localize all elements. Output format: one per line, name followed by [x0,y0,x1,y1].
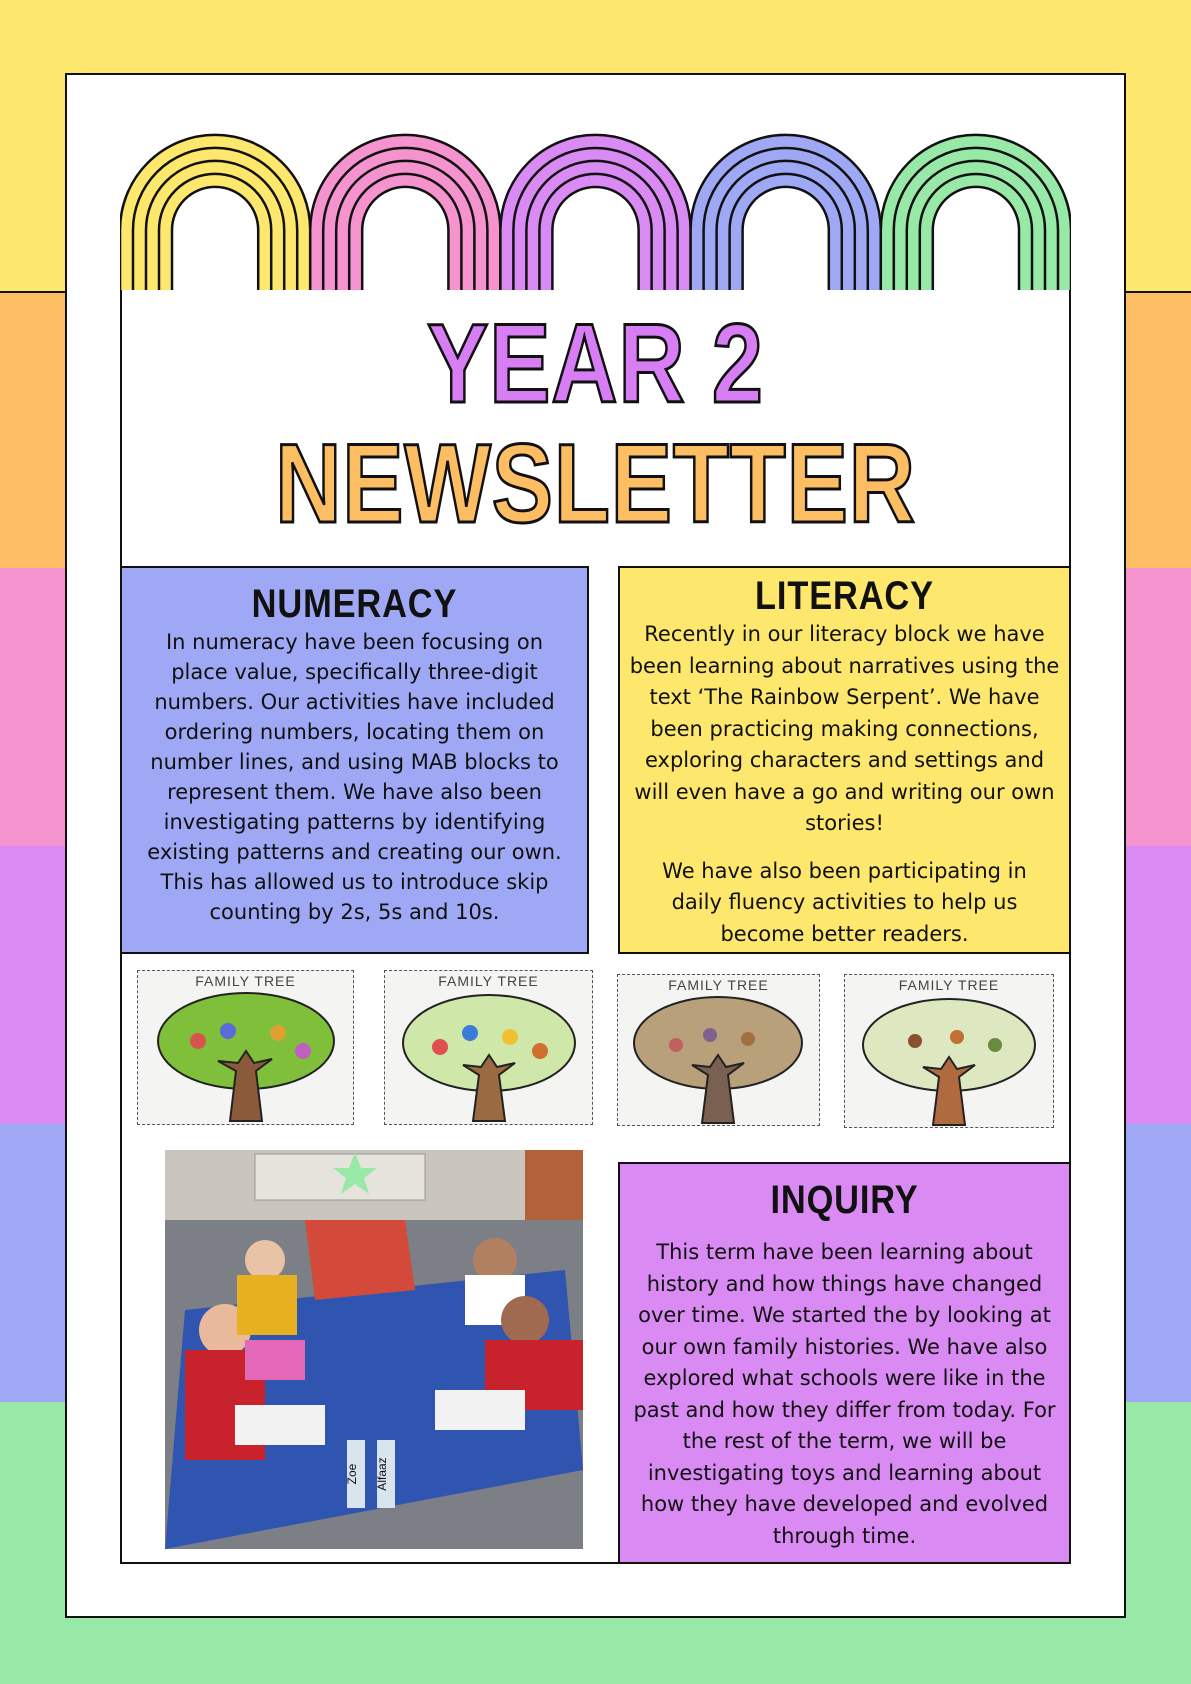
literacy-body-2: We have also been participating in daily fluency activities to help us become better readers. [662,858,1027,946]
inquiry-body: This term have been learning about history and how things have changed over time. We started the by looking at our own family histories. We have also explored what schools were like in the past and how they differ from today. For the rest of the term, we will be investigating toys and learning about how they have developed and evolved through time. [633,1240,1056,1548]
literacy-panel [618,566,1071,954]
classroom-scene [165,1150,583,1549]
tree-drawing-1 [138,971,354,1125]
literacy-heading: LITERACY [755,574,934,618]
tree-drawing-4 [845,975,1054,1128]
arch-pink [310,135,500,290]
literacy-body-1: Recently in our literacy block we have been learning about narratives using the text ‘The Rainbow Serpent’. We have been practicing making connections, exploring characters and settings and will even have a go and writing our own stories! [629,622,1060,835]
family-tree-caption-4: FAMILY TREE [898,977,1000,993]
family-tree-photo-2 [384,970,593,1125]
inquiry-heading: INQUIRY [770,1178,919,1222]
arch-purple [500,135,690,290]
family-tree-photo-1 [137,970,354,1125]
arch-yellow [120,135,310,290]
family-tree-photo-4 [844,974,1054,1128]
numeracy-heading: NUMERACY [251,582,458,626]
numeracy-body: In numeracy have been focusing on place value, specifically three-digit numbers. Our activities have included ordering numbers, locating them on number lines, and using MAB blocks to represent them. We have also been investigating patterns by identifying existing patterns and creating our own. This has allowed us to introduce skip counting by 2s, 5s and 10s. [147,630,562,924]
title-newsletter: NEWSLETTER [275,421,916,546]
desk-label-alfaaz: Alfaaz [375,1457,389,1491]
desk-label-zoe: Zoe [345,1463,359,1485]
family-tree-caption-2: FAMILY TREE [438,973,539,989]
tree-drawing-2 [385,971,593,1125]
family-tree-caption-1: FAMILY TREE [195,973,296,989]
arch-green [881,135,1071,290]
family-tree-caption-3: FAMILY TREE [668,977,769,993]
numeracy-panel [120,566,589,954]
arch-blue [691,135,881,290]
inquiry-panel [618,1162,1071,1564]
rainbow-arches [120,118,1071,290]
classroom-photo [165,1150,583,1549]
family-tree-photo-3 [617,974,820,1126]
tree-drawing-3 [618,975,820,1126]
title-year: YEAR 2 [427,301,764,426]
